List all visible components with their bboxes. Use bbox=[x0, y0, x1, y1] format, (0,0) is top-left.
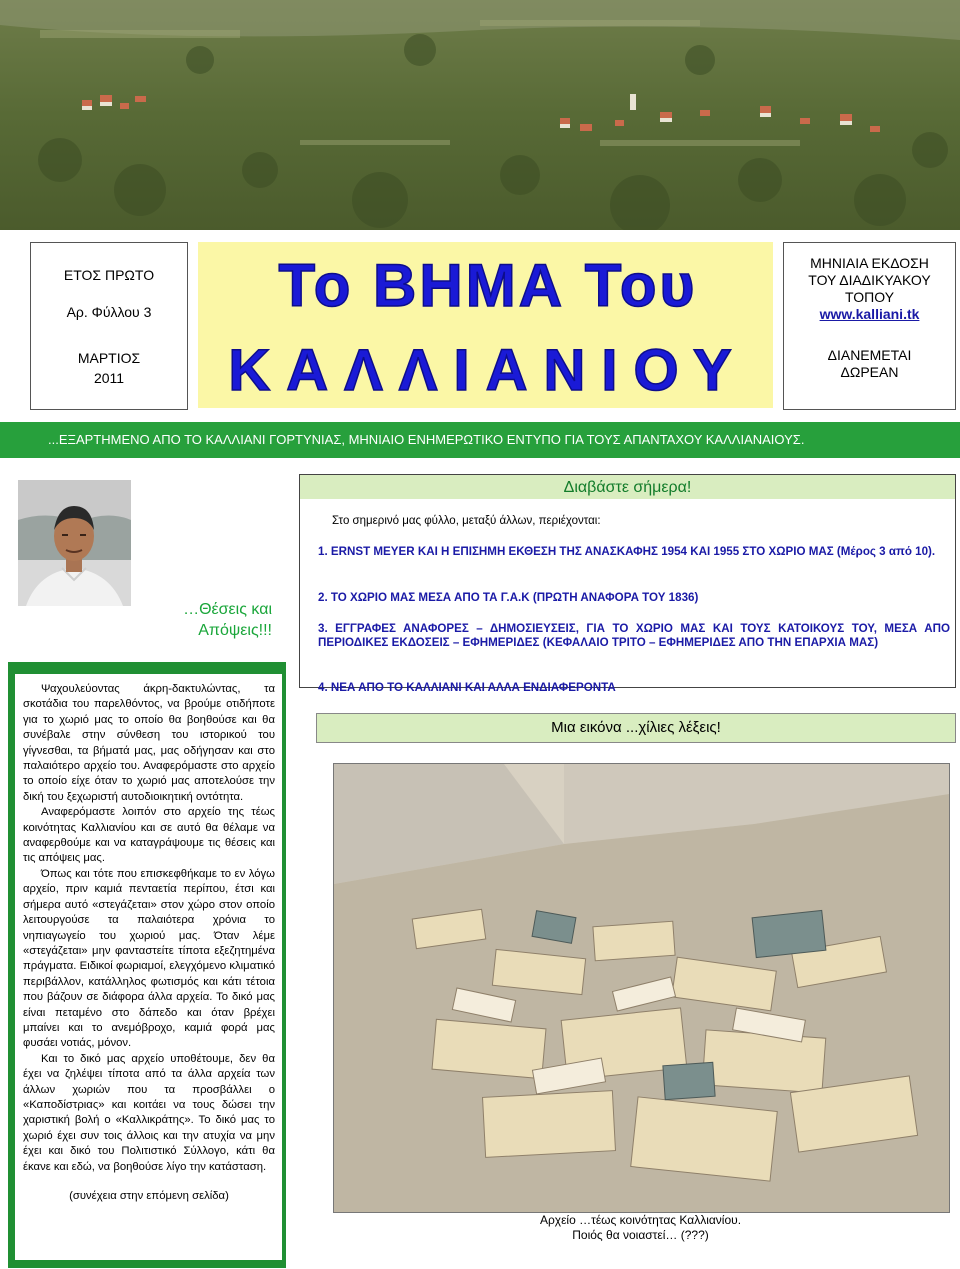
newspaper-title-box bbox=[198, 242, 773, 408]
opinion-title-line-2: Απόψεις!!! bbox=[198, 622, 272, 639]
contents-intro: Στο σημερινό μας φύλλο, μεταξύ άλλων, περιέχονται: bbox=[332, 515, 601, 527]
photo-caption-line-2: Ποιός θα νοιαστεί… (???) bbox=[572, 1228, 709, 1242]
opinion-header bbox=[8, 472, 286, 662]
issue-number: Αρ. Φύλλου 3 bbox=[66, 304, 152, 320]
publication-line-3: ΤΟΠΟΥ bbox=[844, 289, 895, 305]
photo-caption bbox=[333, 1213, 948, 1243]
picture-heading: Μια εικόνα ...χίλιες λέξεις! bbox=[316, 713, 956, 743]
contents-item-2[interactable]: 2. ΤΟ ΧΩΡΙΟ ΜΑΣ ΜΕΣΑ ΑΠΟ ΤΑ Γ.Α.Κ (ΠΡΩΤΗ ΑΝΑΦΟΡΑ ΤΟΥ 1836) bbox=[318, 591, 699, 604]
opinion-article-text bbox=[15, 674, 282, 1260]
publication-line-2: ΤΟΥ ΔΙΑΔΙΚΥΑΚΟΥ bbox=[808, 272, 931, 288]
opinion-paragraph: Όπως και τότε που επισκεφθήκαμε το εν λόγω αρχείο, πριν καμιά πενταετία περίπου, έτσι και σήμερα αυτό «στεγάζεται» στον χώρο στον οποίο λειτουργούσε τα παλαιότερα χρόνια το νηπιαγωγείο του χωριού μας. Όταν λέμε «στεγάζεται» μην φανταστείτε τίποτα εξεζητημένα πράγματα. Ειδικοί φωριαμοί, ελεγχόμενο κλιματικό περιβάλλον, κατάλληλος φωτισμός και κάτι τέτοια που βάζουν σε διάφορα άλλα αρχεία. Το δικό μας είναι πεταμένο στο δάπεδο και όταν βρέχει μπαίνει και το ανεμόβροχο, καμιά φορά μας φυσάει νοτιάς, μόνον. bbox=[23, 867, 275, 1050]
website-link[interactable]: www.kalliani.tk bbox=[819, 306, 920, 322]
contents-item-3[interactable]: 3. ΕΓΓΡΑΦΕΣ ΑΝΑΦΟΡΕΣ – ΔΗΜΟΣΙΕΥΣΕΙΣ, ΓΙΑ ΤΟ ΧΩΡΙΟ ΜΑΣ ΚΑΙ ΤΟΥΣ ΚΑΤΟΙΚΟΥΣ ΤΟΥ, ΜΕΣΑ ΑΠΟ ΠΕΡΙΟΔΙΚΕΣ ΕΚΔΟΣΕΙΣ – ΕΦΗΜΕΡΙΔΕΣ (ΚΕΦΑΛΑΙΟ ΤΡΙΤΟ – ΕΦΗΜΕΡΙΔΕΣ ΑΠΟ ΤΗΝ ΕΠΑΡΧΙΑ ΜΑΣ) bbox=[318, 622, 950, 649]
free-distribution-line-1: ΔΙΑΝΕΜΕΤΑΙ bbox=[827, 347, 912, 363]
contents-item-4[interactable]: 4. ΝΕΑ ΑΠΟ ΤΟ ΚΑΛΛΙΑΝΙ ΚΑΙ ΑΛΛΑ ΕΝΔΙΑΦΕΡΟΝΤΑ bbox=[318, 681, 616, 694]
contents-heading: Διαβάστε σήμερα! bbox=[300, 475, 955, 499]
issue-year: ΕΤΟΣ ΠΡΩΤΟ bbox=[63, 267, 155, 283]
opinion-paragraph: Και το δικό μας αρχείο υποθέτουμε, δεν θα έχει να ζηλέψει τίποτα από τα άλλα αρχεία των άλλων χωριών που τα προσβάλλει ο «Καποδίστριας» και κοιτάει να τους δώσει την χαριστική βολή ο «Καλλικράτης». Το δικό μας το χωριό έχει συν τοις άλλοις και την ατυχία να μην έχει και δικό του Πολιτιστικό Σύλλογο, κάτι θα έκανε και εδώ, να βοηθούσε λίγο την κατάσταση. bbox=[23, 1052, 275, 1173]
opinion-title-line-1: …Θέσεις και bbox=[183, 601, 272, 618]
free-distribution-line-2: ΔΩΡΕΑΝ bbox=[840, 364, 899, 380]
publication-info-box bbox=[783, 242, 956, 410]
title-line-2: ΚΑΛΛΙΑΝΙΟΥ bbox=[228, 338, 748, 403]
author-portrait bbox=[18, 480, 131, 606]
publication-line-1: ΜΗΝΙΑΙΑ ΕΚΔΟΣΗ bbox=[810, 255, 929, 271]
contents-box bbox=[299, 474, 956, 694]
archive-photo bbox=[333, 763, 950, 1213]
hero-landscape-photo bbox=[0, 0, 960, 230]
issue-month: ΜΑΡΤΙΟΣ bbox=[77, 350, 141, 366]
issue-info-box bbox=[30, 242, 188, 410]
opinion-paragraph: Ψαχουλεύοντας άκρη-δακτυλώντας, τα σκοτάδια του παρελθόντος, να βρούμε οτιδήποτε για το χωριό μας το οποίο θα βοηθούσε και θα συνέβαλε στην σύνθεση του ιστορικού του γίγνεσθαι, τα βήματά μας, μας οδήγησαν και στο παλαιότερο αρχείο του. Αναφερόμαστε στο αρχείο το οποίο είχε όταν το χωριό μας αποτελούσε την δική του ξεχωριστή αυτοδιοικητική οντότητα. bbox=[23, 683, 275, 803]
continued-note: (συνέχεια στην επόμενη σελίδα) bbox=[69, 1190, 229, 1202]
opinion-title bbox=[183, 599, 272, 641]
contents-item-1[interactable]: 1. ERNST MEYER ΚΑΙ Η ΕΠΙΣΗΜΗ ΕΚΘΕΣΗ ΤΗΣ ΑΝΑΣΚΑΦΗΣ 1954 ΚΑΙ 1955 ΣΤΟ ΧΩΡΙΟ ΜΑΣ (Μέρος 3 από 10). bbox=[318, 545, 936, 558]
opinion-paragraph: Αναφερόμαστε λοιπόν στο αρχείο της τέως κοινότητας Καλλιανίου και σε αυτό θα θέλαμε να αναφερθούμε και να καταγράψουμε τις θέσεις και τις απόψεις μας. bbox=[23, 806, 275, 865]
issue-yearnum: 2011 bbox=[93, 370, 125, 386]
photo-caption-line-1: Αρχείο …τέως κοινότητας Καλλιανίου. bbox=[539, 1213, 742, 1227]
title-line-1: Το ΒΗΜΑ Του bbox=[278, 252, 698, 319]
tagline-band: ...ΕΞΑΡΤΗΜΕΝΟ ΑΠΟ ΤΟ ΚΑΛΛΙΑΝΙ ΓΟΡΤΥΝΙΑΣ, ΜΗΝΙΑΙΟ ΕΝΗΜΕΡΩΤΙΚΟ ΕΝΤΥΠΟ ΓΙΑ ΤΟΥΣ ΑΠΑΝΤΑΧΟΥ ΚΑΛΛΙΑΝΑΙΟΥΣ. bbox=[0, 422, 960, 458]
opinion-column bbox=[8, 472, 286, 1268]
